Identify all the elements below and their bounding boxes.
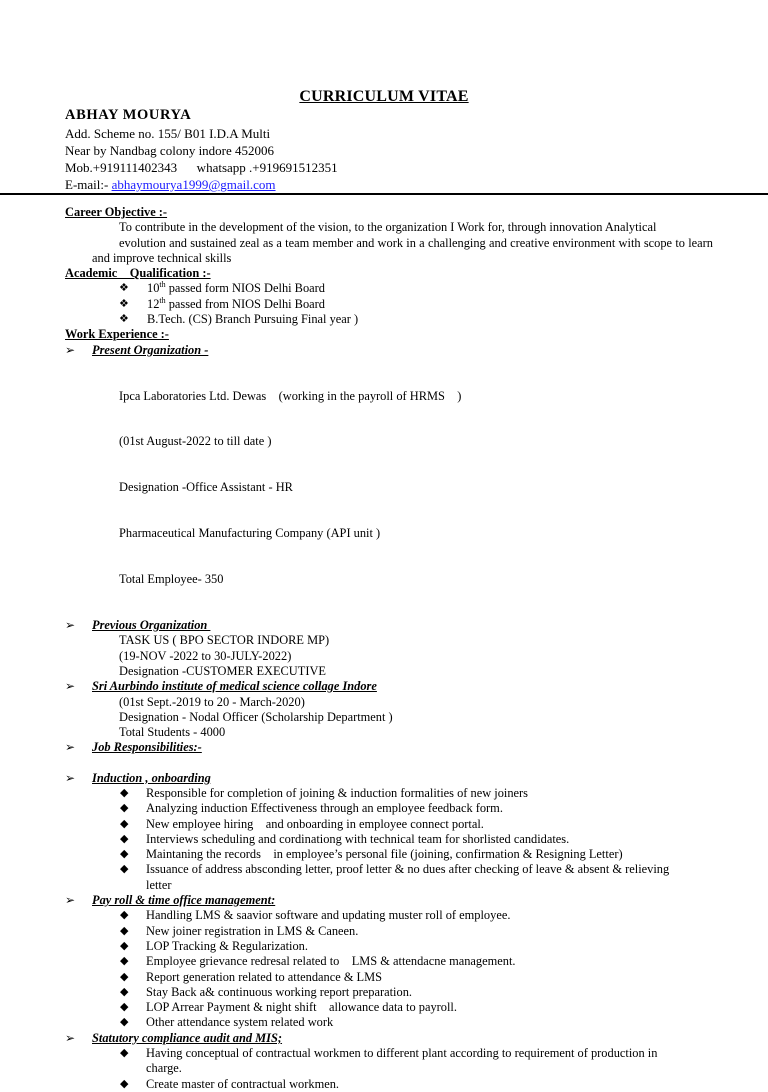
email-line [65,176,338,193]
address-line-1: Add. Scheme no. 155/ B01 I.D.A Multi [65,126,271,141]
contact-header [65,106,338,193]
diamond-solid-icon: ◆ [120,955,129,968]
academic-list [65,281,713,327]
list-item: ◆ Having conceptual of contractual workmen to different plant according to requirement of production in charge. [120,1046,658,1076]
arrow-bullet-icon: ➢ [65,679,76,694]
list-item: ◆ Employee grievance redresal related to LMS & attendacne management. [120,954,516,969]
arrow-bullet-icon: ➢ [65,618,76,633]
applicant-name: ABHAY MOURYA [65,107,192,123]
diamond-bullet-icon: ❖ [119,313,129,326]
diamond-bullet-icon: ❖ [119,297,129,310]
list-item: ◆ Analyzing induction Effectiveness through an employee feedback form. [120,801,503,816]
previous-organization-details: TASK US ( BPO SECTOR INDORE MP) (19-NOV -2022 to 30-JULY-2022) Designation -CUSTOMER EXECUTIVE [119,633,330,678]
present-organization-label: Present Organization - [92,342,209,357]
diamond-solid-icon: ◆ [120,848,129,861]
list-item: ◆ New employee hiring and onboarding in employee connect portal. [120,816,484,831]
payroll-list [65,908,713,1030]
present-organization [65,343,713,358]
academic-item: ❖ 10th passed form NIOS Delhi Board [119,280,325,296]
induction-label: Induction , onboarding [92,770,211,785]
address-line-2: Near by Nandbag colony indore 452006 [65,143,275,158]
work-experience-heading: Work Experience :- [65,327,169,342]
sri-aurbindo-organization [65,679,713,694]
previous-organization [65,618,713,633]
list-item: ◆ Responsible for completion of joining & induction formalities of new joiners [120,785,528,800]
payroll-section [65,893,713,908]
statutory-section [65,1031,713,1046]
sri-aurbindo-label: Sri Aurbindo institute of medical science collage Indore [92,679,377,694]
diamond-solid-icon: ◆ [120,939,129,952]
list-item: ◆ Report generation related to attendance & LMS [120,969,383,984]
diamond-solid-icon: ◆ [120,1047,129,1060]
email-link[interactable]: abhaymourya1999@gmail.com [111,177,276,192]
list-item: ◆ Issuance of address absconding letter, proof letter & no dues after checking of leave & absent & relieving letter [120,862,670,892]
diamond-solid-icon: ◆ [120,1001,129,1014]
previous-organization-label: Previous Organization [92,618,211,633]
arrow-bullet-icon: ➢ [65,893,76,908]
arrow-bullet-icon: ➢ [65,770,76,785]
sri-aurbindo-details: (01st Sept.-2019 to 20 - March-2020) Designation - Nodal Officer (Scholarship Department ) Total Students - 4000 [119,694,393,740]
statutory-list [65,1046,713,1092]
diamond-bullet-icon: ❖ [119,282,129,295]
cv-body [65,205,713,1092]
diamond-solid-icon: ◆ [120,863,129,876]
diamond-solid-icon: ◆ [120,786,129,799]
diamond-solid-icon: ◆ [120,970,129,983]
job-responsibilities [65,740,713,755]
academic-heading: Academic Qualification :- [65,266,211,281]
job-responsibilities-label: Job Responsibilities:- [92,740,202,755]
present-organization-details: Ipca Laboratories Ltd. Dewas (working in the payroll of HRMS ) (01st August-2022 to till date ) Designation -Office Assistant - HR Pharmaceutical Manufacturing Company (API unit ) Total Employee- 350 [119,388,462,587]
objective-text-1: To contribute in the development of the vision, to the organization I Work for, through innovation Analytical [119,220,657,235]
diamond-solid-icon: ◆ [120,802,129,815]
list-item: ◆ Interviews scheduling and cordinationg with technical team for shorlisted candidates. [120,831,570,846]
arrow-bullet-icon: ➢ [65,342,76,357]
document-title: CURRICULUM VITAE [299,88,469,105]
academic-item: ❖ 12th passed from NIOS Delhi Board [119,295,325,311]
arrow-bullet-icon: ➢ [65,740,76,755]
induction-list [65,786,713,893]
objective-text-2: evolution and sustained zeal as a team member and work in a challenging and creative environment with scope to learn and improve technical skills [92,235,713,265]
email-label: E-mail:- [65,177,112,192]
diamond-solid-icon: ◆ [120,1016,129,1029]
diamond-solid-icon: ◆ [120,817,129,830]
diamond-solid-icon: ◆ [120,1077,129,1090]
list-item: ◆ LOP Arrear Payment & night shift allowance data to payroll. [120,1000,457,1015]
list-item: ◆ Handling LMS & saavior software and updating muster roll of employee. [120,908,511,923]
list-item: ◆ LOP Tracking & Regularization. [120,938,308,953]
diamond-solid-icon: ◆ [120,909,129,922]
induction-section [65,771,713,786]
diamond-solid-icon: ◆ [120,832,129,845]
list-item: ◆ Stay Back a& continuous working report preparation. [120,984,412,999]
payroll-label: Pay roll & time office management: [92,893,276,908]
list-item: ◆ Create master of contractual workmen. [120,1076,340,1091]
header-divider [0,193,768,195]
career-objective-heading: Career Objective :- [65,205,168,219]
list-item: ◆ New joiner registration in LMS & Caneen. [120,923,359,938]
diamond-solid-icon: ◆ [120,924,129,937]
academic-item: ❖ B.Tech. (CS) Branch Pursuing Final year ) [119,312,359,327]
diamond-solid-icon: ◆ [120,985,129,998]
career-objective [65,220,713,266]
list-item: ◆ Other attendance system related work [120,1015,334,1030]
phone-line: Mob.+919111402343 whatsapp .+919691512351 [65,160,338,175]
arrow-bullet-icon: ➢ [65,1030,76,1045]
statutory-label: Statutory compliance audit and MIS; [92,1030,283,1045]
list-item: ◆ Maintaning the records in employee’s personal file (joining, confirmation & Resigning Letter) [120,847,623,862]
